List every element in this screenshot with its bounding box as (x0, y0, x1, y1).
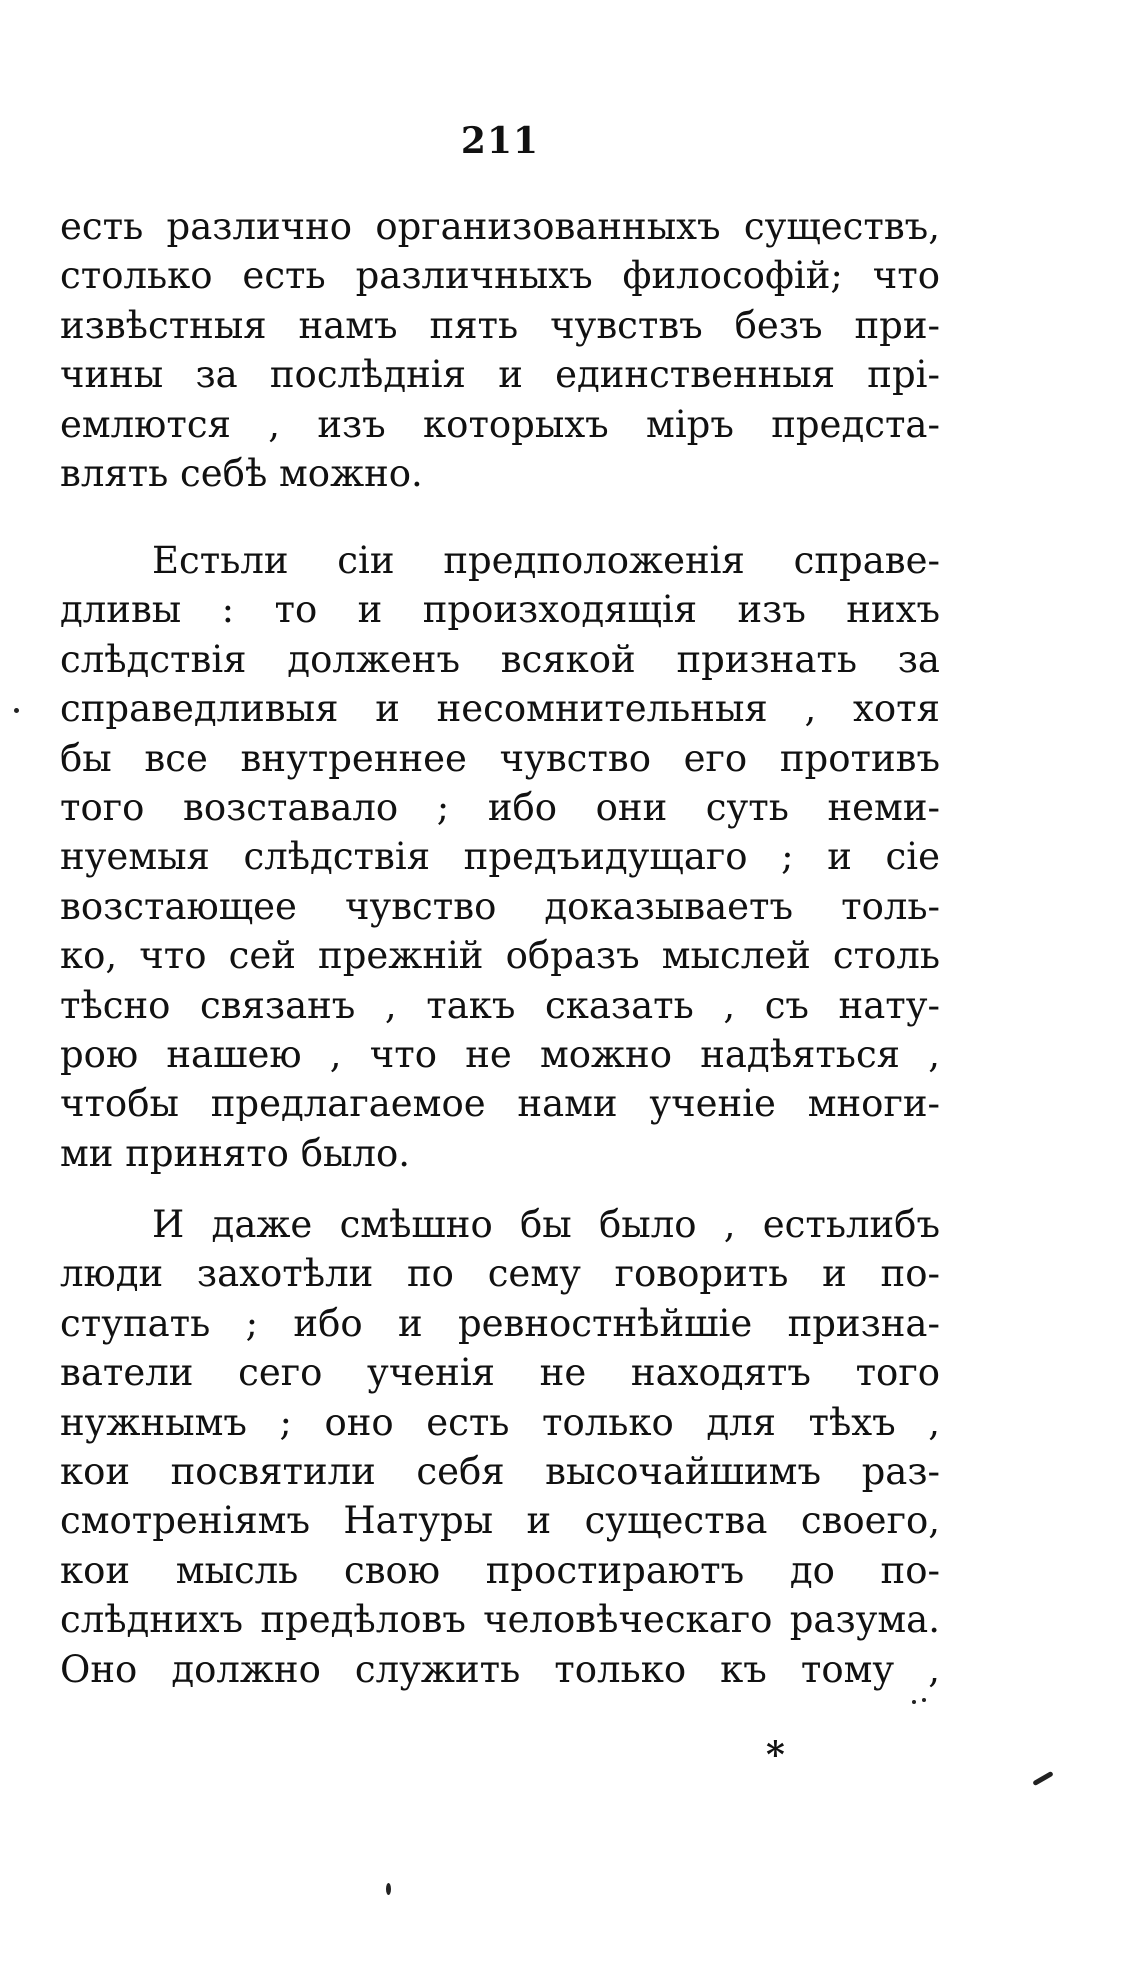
ink-speck (1032, 1771, 1054, 1786)
paragraph-3 (60, 1200, 940, 1694)
ink-speck (386, 1883, 391, 1895)
text-line: смотреніямъ Натуры и существа своего, (60, 1499, 940, 1543)
text-line: ми принято было. (60, 1131, 410, 1175)
ink-speck (922, 1698, 926, 1702)
text-line: Оно должно служить только къ тому , (60, 1647, 940, 1691)
text-line: тѣсно связанъ , такъ сказать , съ нату- (60, 983, 940, 1027)
text-line: столько есть различныхъ философій; что (60, 254, 940, 298)
text-line: люди захотѣли по сему говорить и по- (60, 1252, 940, 1296)
text-line: нуемыя слѣдствія предъидущаго ; и сіе (60, 835, 940, 879)
text-line: есть различно организованныхъ существъ, (60, 205, 940, 248)
text-line: справедливыя и несомнительныя , хотя (60, 687, 940, 731)
page-number: 211 (460, 120, 540, 162)
text-line: слѣднихъ предѣловъ человѣческаго разума. (60, 1598, 940, 1642)
text-line: бы все внутреннее чувство его противъ (60, 736, 940, 780)
text-line: слѣдствія долженъ всякой признать за (60, 637, 940, 681)
ink-speck (912, 1700, 916, 1704)
text-line: извѣстныя намъ пять чувствъ безъ при- (60, 303, 940, 347)
paragraph-2 (60, 536, 940, 1178)
ink-speck (14, 708, 19, 713)
catchword: * (766, 1734, 785, 1776)
text-line: И даже смѣшно бы было , естьлибъ (152, 1203, 940, 1246)
text-line: дливы : то и произходящія изъ нихъ (60, 588, 940, 632)
text-line: емлются , изъ которыхъ міръ предста- (60, 402, 940, 446)
paragraph-1 (60, 202, 940, 498)
text-line: рою нашею , что не можно надѣяться , (60, 1032, 940, 1076)
text-line: влять себѣ можно. (60, 451, 423, 495)
text-line: ступать ; ибо и ревностнѣйшіе призна- (60, 1301, 940, 1345)
text-line: Естьли сіи предположенія справе- (152, 539, 940, 582)
text-line: ко, что сей прежній образъ мыслей столь (60, 934, 940, 978)
text-line: возстающее чувство доказываетъ толь- (60, 884, 940, 928)
text-line: нужнымъ ; оно есть только для тѣхъ , (60, 1400, 940, 1444)
text-line: ватели сего ученія не находятъ того (60, 1351, 940, 1395)
text-line: кои мысль свою простираютъ до по- (60, 1548, 940, 1592)
text-line: чтобы предлагаемое нами ученіе многи- (60, 1082, 940, 1126)
text-line: того возставало ; ибо они суть неми- (60, 785, 940, 829)
text-line: кои посвятили себя высочайшимъ раз- (60, 1449, 940, 1493)
text-line: чины за послѣднія и единственныя прі- (60, 353, 940, 397)
